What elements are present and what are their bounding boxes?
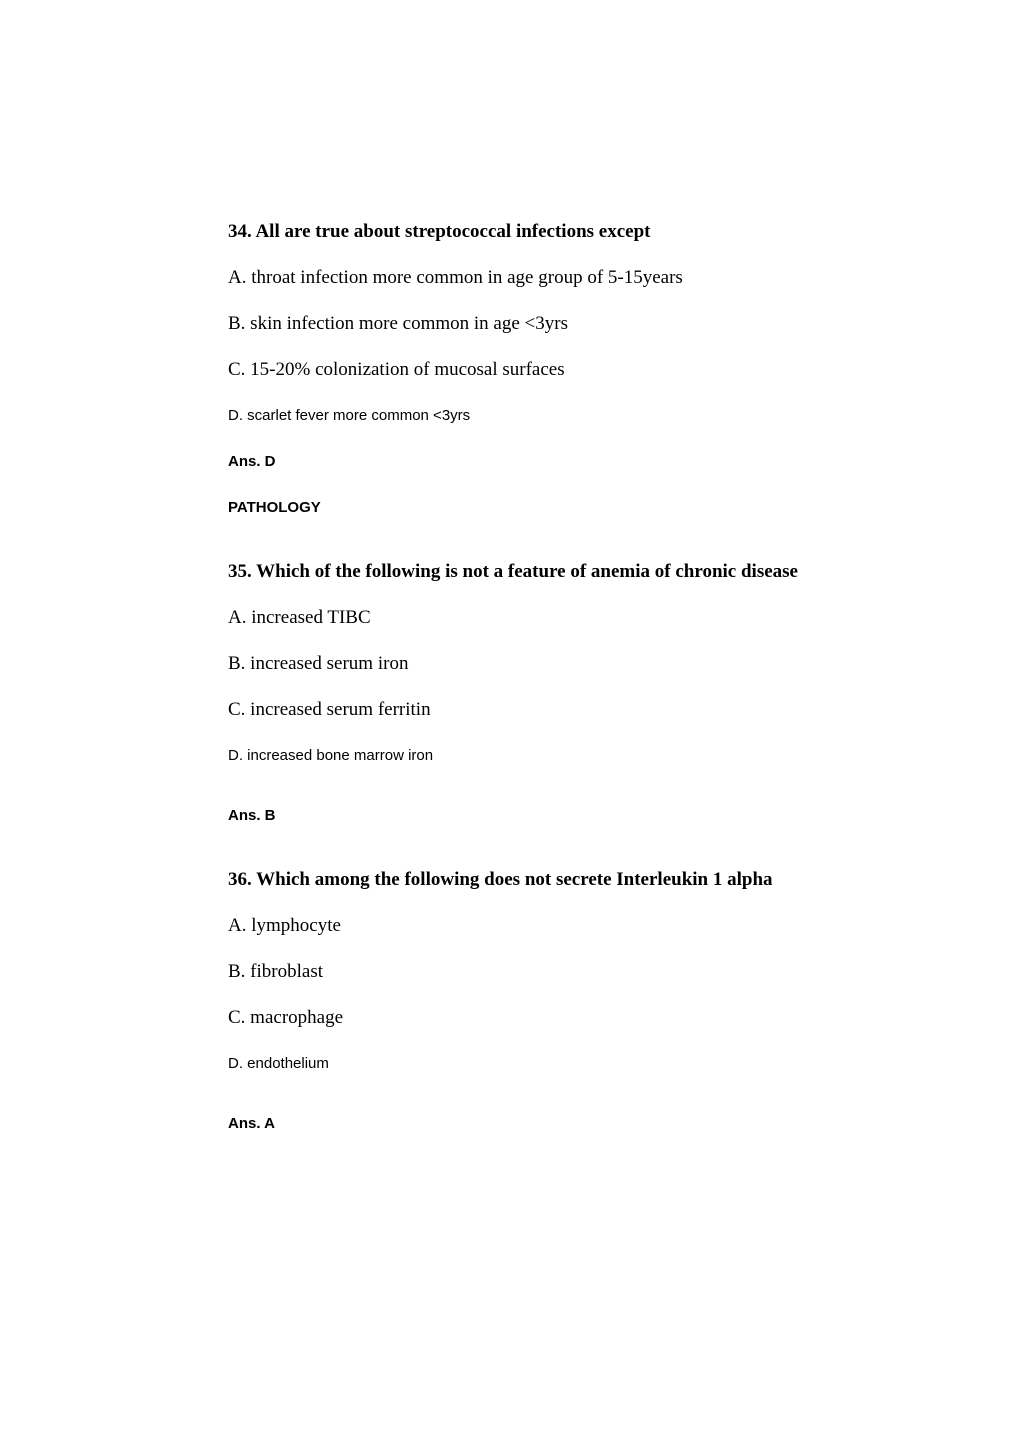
section-heading-pathology: PATHOLOGY xyxy=(228,499,321,516)
question-36-option-a: A. lymphocyte xyxy=(228,915,341,936)
question-block-35 xyxy=(228,562,894,826)
question-34-option-c: C. 15-20% colonization of mucosal surfaces xyxy=(228,359,565,380)
question-block-34 xyxy=(228,222,894,472)
question-35-option-c: C. increased serum ferritin xyxy=(228,699,431,720)
question-36-title: 36. Which among the following does not secrete Interleukin 1 alpha xyxy=(228,869,773,890)
question-35-option-a: A. increased TIBC xyxy=(228,607,371,628)
question-36-option-d: D. endothelium xyxy=(228,1055,329,1072)
question-34-option-b: B. skin infection more common in age <3yrs xyxy=(228,313,568,334)
question-block-36 xyxy=(228,870,894,1134)
question-35-title: 35. Which of the following is not a feature of anemia of chronic disease xyxy=(228,561,798,582)
question-36-option-c: C. macrophage xyxy=(228,1007,344,1028)
question-35-answer: Ans. B xyxy=(228,807,276,824)
question-34-answer: Ans. D xyxy=(228,453,276,470)
question-35-option-d: D. increased bone marrow iron xyxy=(228,747,434,764)
question-36-option-b: B. fibroblast xyxy=(228,961,323,982)
question-34-title: 34. All are true about streptococcal infections except xyxy=(228,221,651,242)
question-34-option-a: A. throat infection more common in age group of 5-15years xyxy=(228,267,683,288)
question-35-option-b: B. increased serum iron xyxy=(228,653,409,674)
question-34-option-d: D. scarlet fever more common <3yrs xyxy=(228,407,471,424)
question-36-answer: Ans. A xyxy=(228,1115,275,1132)
